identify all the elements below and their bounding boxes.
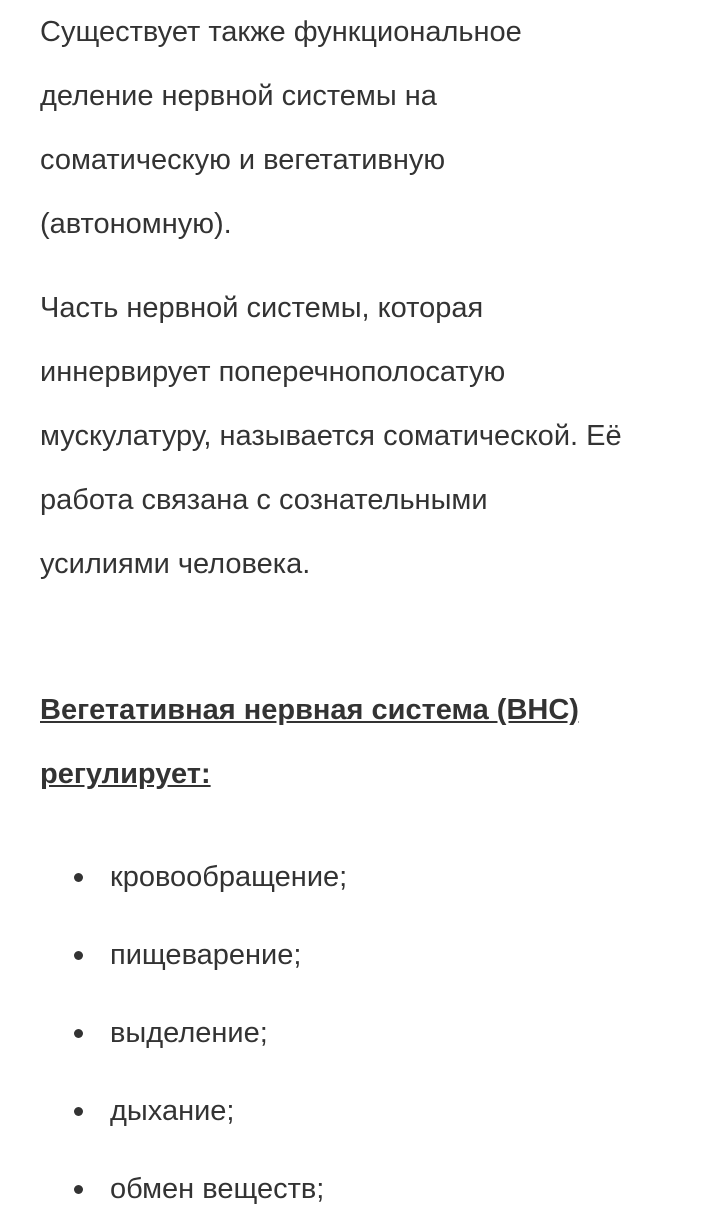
text-line: деление нервной системы на (40, 80, 437, 112)
list-item-label: пищеварение; (110, 939, 302, 971)
section-heading (40, 678, 690, 806)
text-line: соматическую и вегетативную (40, 144, 446, 176)
bullet-icon (74, 1029, 83, 1038)
bullet-icon (74, 873, 83, 882)
bullet-icon (74, 951, 83, 960)
list-item-label: обмен веществ; (110, 1173, 325, 1205)
heading-line: регулирует: (40, 758, 211, 790)
text-line: усилиями человека. (40, 548, 311, 580)
heading-line: Вегетативная нервная система (ВНС) (40, 694, 579, 726)
list-item (40, 916, 690, 994)
text-line: работа связана с сознательными (40, 484, 488, 516)
list-item (40, 1072, 690, 1150)
functions-list (40, 838, 690, 1228)
list-item (40, 994, 690, 1072)
list-item (40, 1150, 690, 1228)
article-content (40, 0, 690, 1228)
paragraph-functional-division (40, 0, 690, 256)
list-item-label: выделение; (110, 1017, 268, 1049)
paragraph-somatic (40, 276, 690, 596)
list-item-label: дыхание; (110, 1095, 235, 1127)
list-item (40, 838, 690, 916)
text-line: иннервирует поперечнополосатую (40, 356, 506, 388)
text-line: Часть нервной системы, которая (40, 292, 484, 324)
text-line: мускулатуру, называется соматической. Её (40, 420, 622, 452)
text-line: Существует также функциональное (40, 16, 522, 48)
list-item-label: кровообращение; (110, 861, 348, 893)
bullet-icon (74, 1185, 83, 1194)
bullet-icon (74, 1107, 83, 1116)
text-line: (автономную). (40, 208, 232, 240)
